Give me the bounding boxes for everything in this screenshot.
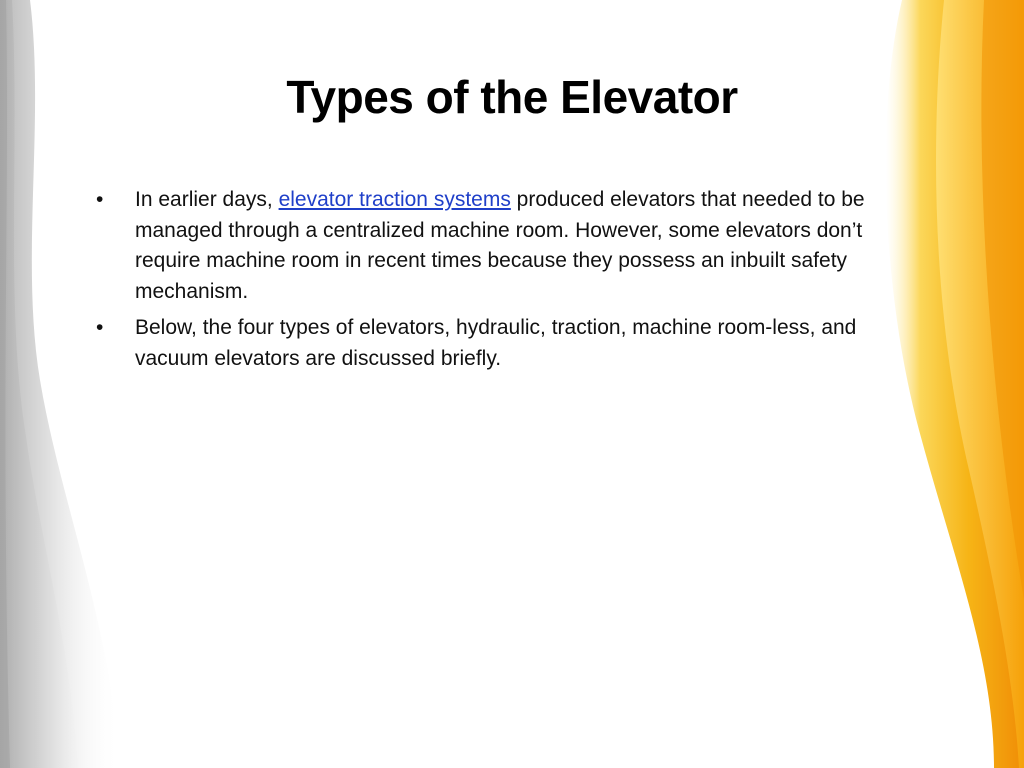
bullet-2-text: Below, the four types of elevators, hydraulic, traction, machine room-less, and vacuum elevators are discussed briefly. (135, 316, 857, 370)
bullet-dot-icon: • (96, 188, 104, 211)
left-grey-wave-decoration (0, 0, 140, 768)
bullet-item-2 (92, 313, 907, 374)
bullet-1-text-before: In earlier days, (135, 188, 279, 211)
right-yellow-wave-decoration (874, 0, 1024, 768)
bullet-1-text-after: produced elevators that needed to be managed through a centralized machine room. However, some elevators don’t require machine room in recent times because they possess an inbuilt safety mechanism. (135, 188, 865, 303)
slide-title: Types of the Elevator (286, 71, 738, 123)
bullet-item-1 (92, 185, 907, 307)
bullet-dot-icon: • (96, 316, 104, 339)
elevator-traction-systems-link[interactable]: elevator traction systems (278, 188, 511, 211)
bullet-list (92, 185, 907, 380)
